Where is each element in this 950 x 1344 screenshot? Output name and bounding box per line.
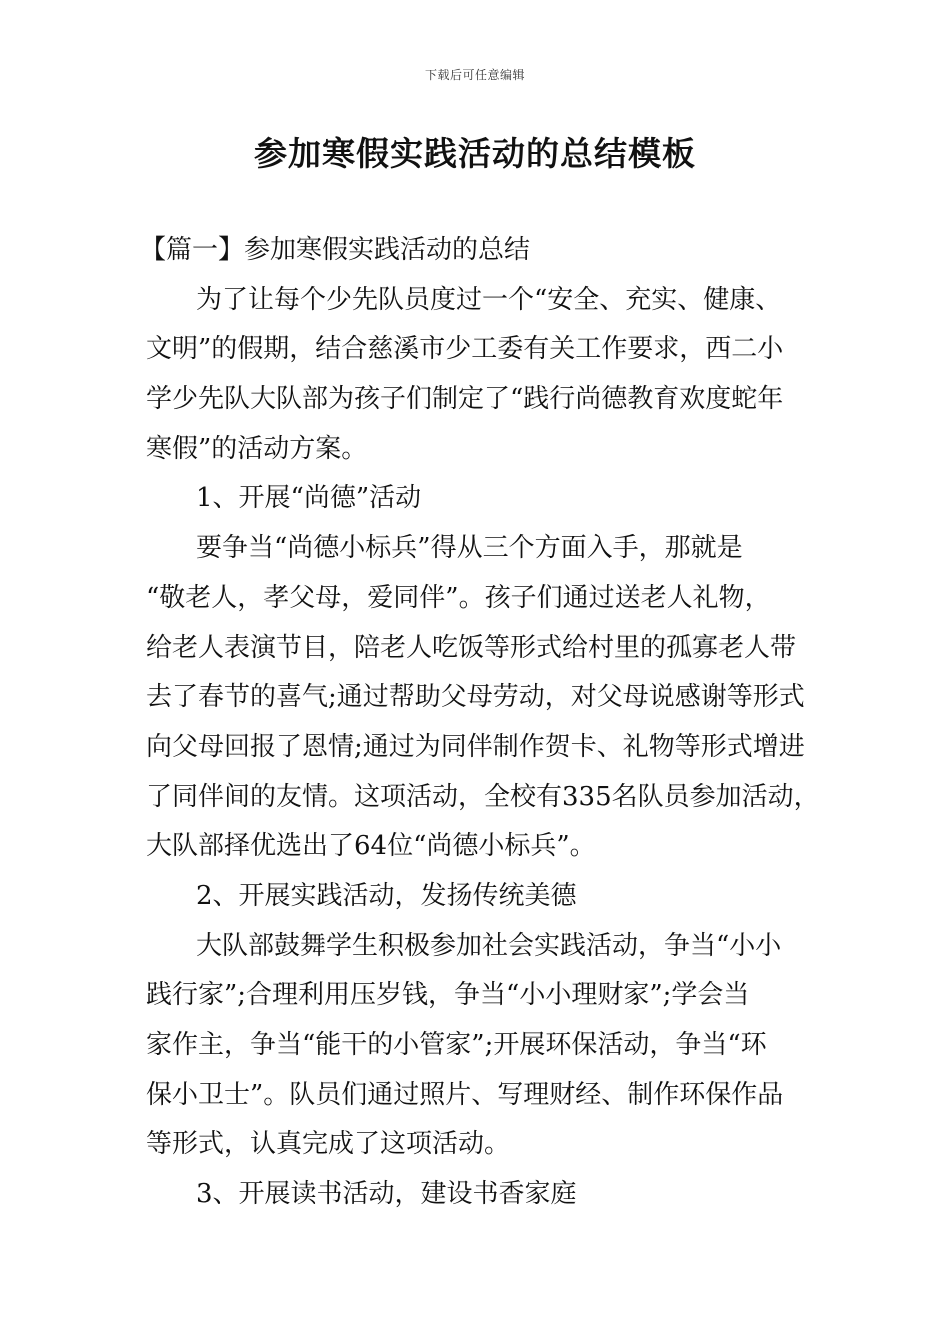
paragraph-line: 向父母回报了恩情;通过为同伴制作贺卡、礼物等形式增进 [146,731,805,762]
paragraph-line: 去了春节的喜气;通过帮助父母劳动，对父母说感谢等形式 [146,682,805,713]
paragraph-line: 保小卫士”。队员们通过照片、写理财经、制作环保作品 [146,1079,784,1110]
document-title: 参加寒假实践活动的总结模板 [254,134,696,173]
paragraph-line: 要争当“尚德小标兵”得从三个方面入手，那就是 [196,533,743,564]
paragraph-line: 了同伴间的友情。这项活动，全校有335名队员参加活动， [146,781,820,812]
paragraph-line: 学少先队大队部为孩子们制定了“践行尚德教育欢度蛇年 [146,384,784,415]
header-note: 下载后可任意编辑 [424,68,525,82]
paragraph-line: 为了让每个少先队员度过一个“安全、充实、健康、 [196,284,782,315]
section-heading: 【篇一】参加寒假实践活动的总结 [140,235,531,265]
subheading: 3、开展读书活动，建设书香家庭 [196,1179,577,1210]
subheading: 1、开展“尚德”活动 [196,483,422,514]
paragraph-line: 寒假”的活动方案。 [146,433,368,464]
document-body [140,226,820,1220]
paragraph-line: 家作主，争当“能干的小管家”;开展环保活动，争当“环 [146,1030,767,1060]
paragraph-line: 践行家”;合理利用压岁钱，争当“小小理财家”;学会当 [146,980,750,1011]
paragraph-line: 大队部鼓舞学生积极参加社会实践活动，争当“小小 [196,930,782,961]
paragraph-line: “敬老人，孝父母，爱同伴”。孩子们通过送老人礼物， [146,582,771,613]
subheading: 2、开展实践活动，发扬传统美德 [196,880,577,911]
paragraph-line: 文明”的假期，结合慈溪市少工委有关工作要求，西二小 [146,334,784,365]
paragraph-line: 给老人表演节目，陪老人吃饭等形式给村里的孤寡老人带 [146,632,797,663]
paragraph-line: 大队部择优选出了64位“尚德小标兵”。 [146,831,596,862]
paragraph-line: 等形式，认真完成了这项活动。 [146,1129,511,1160]
